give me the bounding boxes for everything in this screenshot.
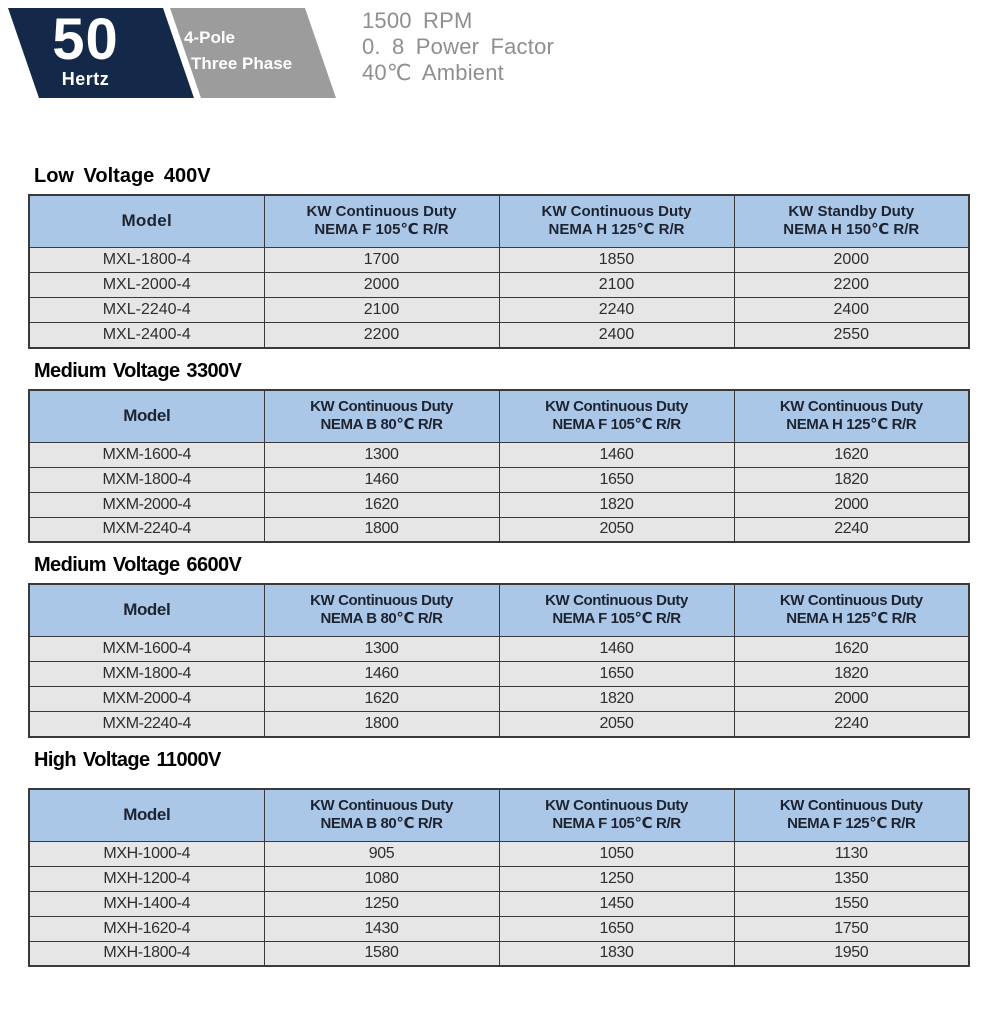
kw-value-cell: 2550	[734, 323, 969, 348]
pole-label: 4-Pole	[184, 28, 236, 47]
model-cell: MXH-1800-4	[29, 941, 264, 966]
frequency-badge-content	[8, 8, 163, 98]
column-header-model	[29, 390, 264, 443]
operating-specs	[362, 8, 554, 86]
kw-value-cell: 1800	[264, 712, 499, 737]
table-row	[29, 442, 969, 467]
header-line: KW Continuous Duty	[779, 592, 923, 609]
kw-value-cell: 1250	[499, 866, 734, 891]
tables-area	[28, 164, 970, 967]
model-cell: MXM-1800-4	[29, 662, 264, 687]
table-row	[29, 841, 969, 866]
kw-value-cell: 2400	[734, 298, 969, 323]
kw-value-cell: 2400	[499, 323, 734, 348]
column-header-kw-standby-h150	[734, 195, 969, 248]
table-row	[29, 941, 969, 966]
header-line: NEMA B 80℃ R/R	[320, 814, 443, 832]
kw-value-cell: 1950	[734, 941, 969, 966]
column-header-kw-continuous-f105	[499, 584, 734, 637]
kw-value-cell: 1800	[264, 517, 499, 542]
header-line: KW Continuous Duty	[310, 796, 453, 814]
column-header-kw-continuous-f105	[499, 789, 734, 842]
table-row	[29, 323, 969, 348]
header-line: Model	[123, 405, 171, 425]
kw-value-cell: 1650	[499, 662, 734, 687]
table-row	[29, 273, 969, 298]
kw-value-cell: 1460	[264, 467, 499, 492]
header-line: KW Continuous Duty	[779, 397, 923, 415]
header-line: NEMA F 105℃ R/R	[314, 221, 449, 238]
table-row	[29, 248, 969, 273]
kw-value-cell: 1820	[499, 687, 734, 712]
table-row	[29, 866, 969, 891]
header-line: NEMA H 125℃ R/R	[548, 221, 685, 238]
header-line: NEMA B 80℃ R/R	[320, 610, 443, 627]
kw-value-cell: 2000	[734, 492, 969, 517]
kw-value-cell: 1050	[499, 841, 734, 866]
model-cell: MXM-1600-4	[29, 637, 264, 662]
header-line: NEMA H 125℃ R/R	[786, 415, 917, 433]
phase-label: Three Phase	[191, 54, 293, 73]
header-line: KW Continuous Duty	[545, 592, 688, 609]
model-cell: MXH-1200-4	[29, 866, 264, 891]
model-cell: MXL-2400-4	[29, 323, 264, 348]
ambient-temp-spec: 40℃ Ambient	[362, 60, 504, 85]
header-line: NEMA B 80℃ R/R	[320, 415, 443, 433]
header-line: KW Standby Duty	[788, 203, 915, 220]
table-medium-voltage-3300v	[28, 389, 970, 544]
table-low-voltage-400v	[28, 194, 970, 349]
table-row	[29, 687, 969, 712]
header-line: KW Continuous Duty	[310, 397, 453, 415]
kw-value-cell: 1620	[264, 687, 499, 712]
kw-value-cell: 1830	[499, 941, 734, 966]
kw-value-cell: 1450	[499, 891, 734, 916]
kw-value-cell: 2000	[734, 248, 969, 273]
kw-value-cell: 1460	[499, 637, 734, 662]
header-line: NEMA H 150℃ R/R	[783, 221, 920, 238]
table-row	[29, 916, 969, 941]
model-cell: MXL-1800-4	[29, 248, 264, 273]
kw-value-cell: 1700	[264, 248, 499, 273]
table-row	[29, 298, 969, 323]
kw-value-cell: 1300	[264, 442, 499, 467]
section-medium-voltage-6600v	[28, 553, 970, 738]
frequency-badge	[8, 8, 194, 98]
header-line: KW Continuous Duty	[541, 203, 692, 220]
header-line: KW Continuous Duty	[545, 796, 688, 814]
kw-value-cell: 2050	[499, 712, 734, 737]
kw-value-cell: 1620	[734, 442, 969, 467]
section-high-voltage-11000v	[28, 748, 970, 968]
kw-value-cell: 1430	[264, 916, 499, 941]
model-cell: MXM-2000-4	[29, 687, 264, 712]
table-row	[29, 662, 969, 687]
column-header-kw-continuous-b80	[264, 390, 499, 443]
section-title-medium-voltage-6600: Medium Voltage 6600V	[34, 554, 242, 576]
kw-value-cell: 1620	[734, 637, 969, 662]
kw-value-cell: 1550	[734, 891, 969, 916]
kw-value-cell: 1350	[734, 866, 969, 891]
kw-value-cell: 2100	[499, 273, 734, 298]
power-factor-spec: 0. 8 Power Factor	[362, 34, 555, 59]
column-header-kw-continuous-b80	[264, 789, 499, 842]
section-title-medium-voltage-3300: Medium Voltage 3300V	[34, 359, 242, 382]
model-cell: MXM-1600-4	[29, 442, 264, 467]
model-cell: MXH-1000-4	[29, 841, 264, 866]
header-line: NEMA F 105℃ R/R	[552, 814, 681, 832]
kw-value-cell: 2200	[264, 323, 499, 348]
column-header-model	[29, 789, 264, 842]
kw-value-cell: 1300	[264, 637, 499, 662]
column-header-kw-continuous-f105	[264, 195, 499, 248]
kw-value-cell: 1250	[264, 891, 499, 916]
header-line: NEMA F 105℃ R/R	[552, 415, 681, 433]
section-medium-voltage-3300v	[28, 359, 970, 544]
kw-value-cell: 2240	[734, 712, 969, 737]
table-row	[29, 637, 969, 662]
table-row	[29, 712, 969, 737]
header-row	[29, 584, 969, 637]
kw-value-cell: 1080	[264, 866, 499, 891]
table-medium-voltage-6600v	[28, 583, 970, 738]
model-cell: MXM-2240-4	[29, 712, 264, 737]
kw-value-cell: 1820	[734, 662, 969, 687]
column-header-kw-continuous-f125	[734, 789, 969, 842]
kw-value-cell: 2000	[734, 687, 969, 712]
kw-value-cell: 1750	[734, 916, 969, 941]
kw-value-cell: 1650	[499, 467, 734, 492]
kw-value-cell: 2240	[734, 517, 969, 542]
header-row	[29, 789, 969, 842]
kw-value-cell: 1620	[264, 492, 499, 517]
column-header-model	[29, 584, 264, 637]
frequency-value: 50	[52, 7, 119, 72]
header-line: Model	[123, 600, 171, 619]
pole-phase-badge	[170, 8, 336, 98]
header-banner	[0, 0, 985, 98]
section-title-low-voltage: Low Voltage 400V	[34, 165, 211, 187]
header-line: NEMA F 125℃ R/R	[787, 814, 916, 832]
kw-value-cell: 1820	[499, 492, 734, 517]
section-title-high-voltage: High Voltage 11000V	[34, 748, 221, 771]
kw-value-cell: 1460	[264, 662, 499, 687]
kw-value-cell: 1650	[499, 916, 734, 941]
frequency-unit: Hertz	[61, 69, 110, 89]
model-cell: MXL-2240-4	[29, 298, 264, 323]
header-line: Model	[121, 211, 173, 230]
kw-value-cell: 2200	[734, 273, 969, 298]
kw-value-cell: 1850	[499, 248, 734, 273]
kw-value-cell: 2240	[499, 298, 734, 323]
header-line: KW Continuous Duty	[545, 397, 688, 415]
model-cell: MXH-1400-4	[29, 891, 264, 916]
column-header-kw-continuous-b80	[264, 584, 499, 637]
table-row	[29, 517, 969, 542]
table-row	[29, 891, 969, 916]
kw-value-cell: 2050	[499, 517, 734, 542]
kw-value-cell: 2100	[264, 298, 499, 323]
model-cell: MXL-2000-4	[29, 273, 264, 298]
header-line: Model	[123, 804, 171, 824]
model-cell: MXM-2240-4	[29, 517, 264, 542]
header-row	[29, 390, 969, 443]
rpm-spec: 1500 RPM	[362, 8, 473, 33]
table-high-voltage-11000v	[28, 788, 970, 968]
section-low-voltage-400v	[28, 164, 970, 349]
header-line: KW Continuous Duty	[310, 592, 453, 609]
kw-value-cell: 1820	[734, 467, 969, 492]
table-row	[29, 467, 969, 492]
column-header-model	[29, 195, 264, 248]
model-cell: MXM-2000-4	[29, 492, 264, 517]
model-cell: MXH-1620-4	[29, 916, 264, 941]
kw-value-cell: 2000	[264, 273, 499, 298]
kw-value-cell: 1580	[264, 941, 499, 966]
pole-phase-badge-content	[170, 8, 305, 98]
kw-value-cell: 905	[264, 841, 499, 866]
model-cell: MXM-1800-4	[29, 467, 264, 492]
column-header-kw-continuous-h125	[734, 390, 969, 443]
column-header-kw-continuous-f105	[499, 390, 734, 443]
column-header-kw-continuous-h125	[499, 195, 734, 248]
header-line: NEMA H 125℃ R/R	[786, 610, 917, 627]
header-line: KW Continuous Duty	[779, 796, 923, 814]
header-line: KW Continuous Duty	[306, 203, 457, 220]
kw-value-cell: 1130	[734, 841, 969, 866]
header-line: NEMA F 105℃ R/R	[552, 610, 681, 627]
column-header-kw-continuous-h125	[734, 584, 969, 637]
table-row	[29, 492, 969, 517]
header-row	[29, 195, 969, 248]
kw-value-cell: 1460	[499, 442, 734, 467]
